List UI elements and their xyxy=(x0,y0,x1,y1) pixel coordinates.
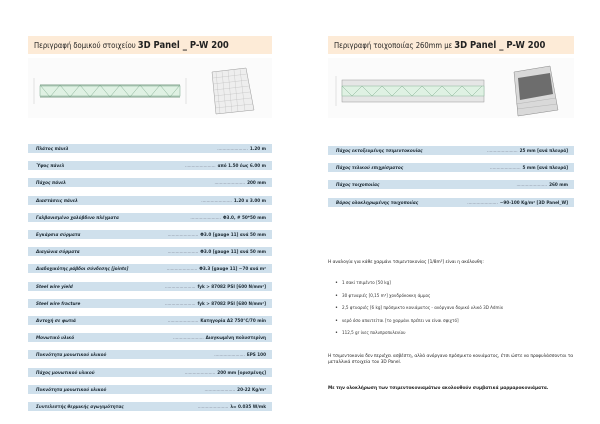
leader-dots: ....................... xyxy=(167,232,199,237)
leader-dots: ....................... xyxy=(184,369,216,375)
left-title-bar xyxy=(28,36,272,54)
spec-row xyxy=(328,180,574,189)
spec-row xyxy=(28,230,272,239)
spec-row xyxy=(28,282,272,291)
spec-label: Συντελεστής θερμικής αγωγιμότητας xyxy=(36,404,124,409)
spec-value-wrap xyxy=(490,165,568,170)
spec-label: Μονωτικό υλικό xyxy=(36,335,75,341)
leader-dots: ....................... xyxy=(184,163,216,169)
spec-value-wrap xyxy=(516,182,568,187)
spec-value-wrap xyxy=(214,352,266,357)
spec-row xyxy=(28,264,272,273)
spec-value-wrap xyxy=(168,232,266,237)
leader-dots: ....................... xyxy=(197,404,229,409)
right-title-main: 3D Panel _ P-W 200 xyxy=(454,39,546,51)
spec-label: Διαδοχικότης ράβδοι σύνδεσης [joints] xyxy=(36,266,129,272)
right-wall-diagram xyxy=(328,58,574,118)
leader-dots: ....................... xyxy=(164,300,196,306)
spec-value-wrap xyxy=(201,198,266,203)
spec-value: Φ3.0 [gauge 11] ανά 50 mm xyxy=(200,249,266,255)
spec-label: Αντοχή σε φωτιά xyxy=(36,318,76,323)
spec-value: 5 mm [ανά πλευρά] xyxy=(522,165,568,171)
wall-3d-view xyxy=(510,64,562,118)
spec-value-wrap xyxy=(190,215,266,220)
spec-label: Γαλβανισμένο χαλύβδινο πλέγματα xyxy=(36,214,119,220)
spec-label: Βάρος ολοκληρωμένης τοιχοποιίας xyxy=(336,199,419,205)
spec-value-wrap xyxy=(217,146,266,151)
leader-dots: ....................... xyxy=(489,165,521,171)
spec-value-wrap xyxy=(165,301,266,306)
spec-label: Διαστάσεις πάνελ xyxy=(36,197,78,203)
left-panel-diagram xyxy=(28,58,272,118)
spec-row xyxy=(328,163,574,172)
spec-value-wrap xyxy=(205,387,266,392)
spec-row xyxy=(328,198,574,207)
leader-dots: ....................... xyxy=(164,283,196,289)
spec-label: Πάχος τοιχοποιίας xyxy=(336,182,380,188)
spec-row xyxy=(28,385,272,394)
leader-dots: ....................... xyxy=(190,214,221,220)
spec-label: Steel wire fracture xyxy=(36,300,81,306)
mix-ingredient-item: • 30 φτυαριές [0,15 m³] χονδρόκοκκη άμμος xyxy=(342,293,430,298)
spec-value: fyk > 87082 PSI [680 N/mm²] xyxy=(197,300,266,306)
leader-dots: ....................... xyxy=(167,318,199,323)
right-page xyxy=(300,0,600,424)
spec-label: Πυκνότητα μονωτικού υλικού xyxy=(36,352,107,358)
spec-label: Πυκνότητα μονωτικού υλικού xyxy=(36,386,107,392)
spec-row xyxy=(28,161,272,170)
spec-row xyxy=(28,196,272,205)
spec-label: Διαγώνια σύρματα xyxy=(36,249,80,255)
spec-value: ~90-100 Kg/m² [3D Panel_W] xyxy=(499,199,568,205)
left-title-main: 3D Panel _ P-W 200 xyxy=(137,39,229,51)
spec-value-wrap xyxy=(168,249,266,254)
spec-value: 1.20 x 3.00 m xyxy=(233,197,266,203)
spec-value: από 1.50 έως 6.00 m xyxy=(217,163,266,169)
leader-dots: ....................... xyxy=(217,146,248,151)
spec-value-wrap xyxy=(185,370,266,375)
spec-value: λ= 0.035 W/mk xyxy=(230,404,266,409)
spec-row xyxy=(28,247,272,256)
spec-row xyxy=(28,368,272,377)
spec-value-wrap xyxy=(168,318,266,323)
leader-dots: ....................... xyxy=(214,352,245,358)
spec-label: Steel wire yield xyxy=(36,283,73,289)
mortar-note: Η τσιμεντοκονία δεν περιέχει ασβέστη, αλλά ανόργανο πρόσμικτο κονιάματος, έτσι ώστε να προφυλάσσονται τα μεταλλικά στοιχεία του 3D Panel. xyxy=(328,354,574,365)
spec-value: 1.20 m xyxy=(249,146,266,151)
spec-value-wrap xyxy=(467,200,568,205)
leader-dots: ....................... xyxy=(516,182,548,188)
spec-row xyxy=(328,146,574,155)
spec-label: Πάχος μονωτικού υλικού xyxy=(36,369,95,375)
left-title-prefix: Περιγραφή δομικού στοιχείου xyxy=(34,40,136,50)
mix-ratio-intro: Η αναλογία για κάθε χαρμάνι τσιμεντοκονίας [1/8m³] είναι η ακόλουθη: xyxy=(328,260,484,265)
spec-value: fyk > 87082 PSI [600 N/mm²] xyxy=(197,283,266,289)
spec-value: 25 mm [ανά πλευρά] xyxy=(519,148,568,153)
spec-value-wrap xyxy=(214,180,266,185)
spec-row xyxy=(28,178,272,187)
spec-value-wrap xyxy=(165,284,266,289)
spec-value: Κατηγορία A2 750°C/70 min xyxy=(200,318,266,323)
spec-label: Πλάτος πάνελ xyxy=(36,146,69,151)
spec-value: Φ3.0, # 50*50 mm xyxy=(222,214,266,220)
spec-label: Πάχος εκτοξευμένης τσιμεντοκονίας xyxy=(336,148,423,153)
spec-label: Πάχος πάνελ xyxy=(36,180,66,186)
spec-row xyxy=(28,333,272,342)
footer-note: Με την ολοκλήρωση των τσιμεντοκονιαμάτων ακολουθούν συμβατικά μαρμαροκονιάματα. xyxy=(328,386,549,391)
spec-value: 20-22 Kg/m³ xyxy=(237,386,266,392)
spec-value-wrap xyxy=(185,163,266,168)
spec-row xyxy=(28,213,272,222)
spec-row xyxy=(28,350,272,359)
mix-ingredient-item: • 112,5 gr ίνες πολυπροπυλενίου xyxy=(342,330,406,335)
spec-value: Φ3.0 [gauge 11] ανά 50 mm xyxy=(200,232,266,237)
leader-dots: ....................... xyxy=(173,335,204,341)
spec-label: Πάχος τελικού επιχρίσματος xyxy=(336,165,404,171)
spec-value: 260 mm xyxy=(549,182,568,188)
spec-value-wrap xyxy=(167,266,266,271)
right-title-prefix: Περιγραφή τοιχοποιίας 260mm με xyxy=(334,40,453,50)
spec-row xyxy=(28,299,272,308)
leader-dots: ....................... xyxy=(487,148,518,153)
spec-value: EPS 100 xyxy=(246,352,266,358)
spec-value: Διογκωμένη πολυστερίνη xyxy=(205,335,266,341)
leader-dots: ....................... xyxy=(467,199,498,205)
mix-ingredient-item: • νερό όσο απαιτείται [το χαρμάνι πρέπει να είναι σφιχτό] xyxy=(342,318,459,323)
spec-value: Φ3.3 [gauge 11] ~70 ανά m² xyxy=(199,266,266,272)
spec-value-wrap xyxy=(198,404,266,409)
spec-row xyxy=(28,316,272,325)
leader-dots: ....................... xyxy=(204,386,236,392)
leader-dots: ....................... xyxy=(214,180,246,186)
mix-ingredient-item: • 2,5 φτυαριές [6 kg] πρόσμικτο κονιάματος - ανόργανο δομικό υλικό 3D Admix xyxy=(342,305,503,310)
leader-dots: ....................... xyxy=(167,249,199,255)
spec-label: Ύψος πάνελ xyxy=(36,163,65,169)
leader-dots: ....................... xyxy=(201,197,232,203)
spec-value-wrap xyxy=(173,335,266,340)
spec-row xyxy=(28,144,272,153)
spec-row xyxy=(28,402,272,411)
leader-dots: ....................... xyxy=(166,266,198,272)
spec-value-wrap xyxy=(487,148,568,153)
panel-3d-view xyxy=(208,66,258,116)
mix-ingredient-item: • 1 σακί τσιμέντο [50 kg] xyxy=(342,280,391,285)
right-title-bar xyxy=(328,36,574,54)
spec-label: Εγκάρσια σύρματα xyxy=(36,232,81,237)
spec-value: 200 mm xyxy=(247,180,266,186)
spec-value: 200 mm [ορισμένης] xyxy=(217,369,266,375)
